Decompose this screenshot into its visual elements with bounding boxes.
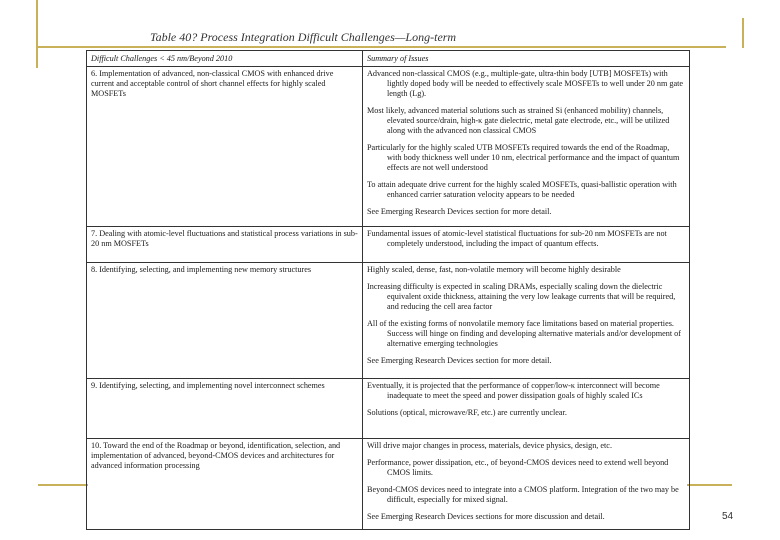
slide-accent-right-line	[742, 18, 744, 48]
issue-item: Particularly for the highly scaled UTB MOSFETs required towards the end of the Roadmap, with body thickness well under 10 nm, electrical performance and the impact of quantum effects are not well understood	[367, 143, 680, 172]
issue-item: Fundamental issues of atomic-level statistical fluctuations for sub-20 nm MOSFETs are not completely understood, including the impact of quantum effects.	[367, 229, 667, 248]
challenge-cell	[87, 379, 363, 439]
issues-cell	[363, 379, 689, 439]
header-summary: Summary of Issues	[363, 51, 689, 67]
issue-item: See Emerging Research Devices section for more detail.	[367, 356, 552, 365]
issue-item: Eventually, it is projected that the performance of copper/low-κ interconnect will become inadequate to meet the speed and power dissipation goals of highly scaled ICs	[367, 381, 660, 400]
issue-item: Solutions (optical, microwave/RF, etc.) are currently unclear.	[367, 408, 567, 417]
issues-cell	[363, 263, 689, 379]
issue-item: To attain adequate drive current for the highly scaled MOSFETs, quasi-ballistic operation with enhanced carrier saturation velocity appears to be needed	[367, 180, 677, 199]
table-title: Table 40? Process Integration Difficult Challenges—Long-term	[150, 30, 457, 44]
challenge-text: 10. Toward the end of the Roadmap or beyond, identification, selection, and implementation of advanced, beyond-CMOS devices and architectures for advanced information processing	[91, 441, 341, 470]
page-number: 54	[722, 511, 734, 522]
issue-item: See Emerging Research Devices sections for more discussion and detail.	[367, 512, 605, 521]
issue-item: See Emerging Research Devices section for more detail.	[367, 207, 552, 216]
issues-cell	[363, 439, 689, 529]
issue-item: Will drive major changes in process, materials, device physics, design, etc.	[367, 441, 612, 450]
issue-item: Increasing difficulty is expected in scaling DRAMs, especially scaling down the dielectric equivalent oxide thickness, attaining the very low leakage currents that will be required, and reducing the cell area factor	[367, 282, 676, 311]
issue-item: Performance, power dissipation, etc., of beyond-CMOS devices need to extend well beyond CMOS limits.	[367, 458, 669, 477]
slide-accent-top-line	[36, 46, 726, 48]
issue-item: Beyond-CMOS devices need to integrate into a CMOS platform. Integration of the two may be difficult, especially for mixed signal.	[367, 485, 679, 504]
challenge-cell	[87, 439, 363, 529]
header-challenges: Difficult Challenges < 45 nm/Beyond 2010	[87, 51, 363, 67]
challenge-cell	[87, 263, 363, 379]
issue-item: Advanced non-classical CMOS (e.g., multiple-gate, ultra-thin body [UTB] MOSFETs) with lightly doped body will be needed to effectively scale MOSFETs to well under 20 nm gate length (Lg).	[367, 69, 684, 98]
issues-cell	[363, 227, 689, 263]
slide-accent-bottom-left-line	[38, 484, 88, 486]
challenge-cell	[87, 67, 363, 227]
challenge-cell	[87, 227, 363, 263]
issue-item: Most likely, advanced material solutions such as strained Si (enhanced mobility) channels, elevated source/drain, high-κ gate dielectric, metal gate electrode, etc., will be utilized along with the advanced non classical CMOS	[367, 106, 670, 135]
issues-cell	[363, 67, 689, 227]
slide-accent-bottom-right-line	[687, 484, 732, 486]
issue-item: Highly scaled, dense, fast, non-volatile memory will become highly desirable	[367, 265, 621, 274]
challenges-table	[86, 50, 690, 530]
challenge-text: 7. Dealing with atomic-level fluctuations and statistical process variations in sub-20 nm MOSFETs	[91, 229, 358, 248]
challenge-text: 8. Identifying, selecting, and implementing new memory structures	[91, 265, 312, 274]
challenge-text: 6. Implementation of advanced, non-classical CMOS with enhanced drive current and acceptable control of short channel effects for highly scaled MOSFETs	[91, 69, 334, 98]
issue-item: All of the existing forms of nonvolatile memory face limitations based on material properties. Success will hinge on finding and developing alternative materials and/or development of alternative emerging technologies	[367, 319, 681, 348]
slide-accent-vertical-line	[36, 0, 38, 68]
challenge-text: 9. Identifying, selecting, and implementing novel interconnect schemes	[91, 381, 325, 390]
